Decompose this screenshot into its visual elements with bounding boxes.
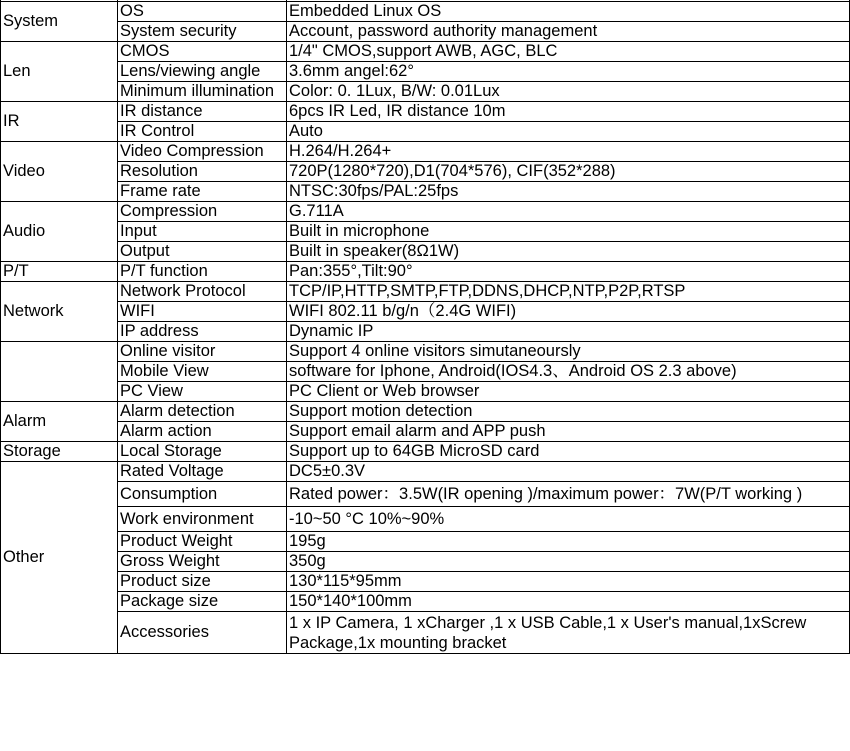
- spec-label-cell: Alarm action: [118, 422, 287, 442]
- table-row: [1, 402, 850, 422]
- spec-label-cell: WIFI: [118, 302, 287, 322]
- group-name-cell: Alarm: [1, 402, 118, 442]
- spec-label-cell: IP address: [118, 322, 287, 342]
- spec-label-cell: Minimum illumination: [118, 82, 287, 102]
- table-row: [1, 142, 850, 162]
- table-row: [1, 82, 850, 102]
- group-name-cell: Video: [1, 142, 118, 202]
- spec-value-cell: Support 4 online visitors simutaneoursly: [287, 342, 850, 362]
- table-row: [1, 22, 850, 42]
- table-row: [1, 342, 850, 362]
- table-row: [1, 302, 850, 322]
- table-row: [1, 362, 850, 382]
- spec-label-cell: System security: [118, 22, 287, 42]
- spec-label-cell: Lens/viewing angle: [118, 62, 287, 82]
- spec-value-cell: 195g: [287, 532, 850, 552]
- spec-value-cell: Embedded Linux OS: [287, 2, 850, 22]
- table-row: [1, 2, 850, 22]
- spec-label-cell: Alarm detection: [118, 402, 287, 422]
- spec-label-cell: IR Control: [118, 122, 287, 142]
- spec-label-cell: Product size: [118, 572, 287, 592]
- spec-value-cell: H.264/H.264+: [287, 142, 850, 162]
- spec-value-cell: software for Iphone, Android(IOS4.3、Android OS 2.3 above): [287, 362, 850, 382]
- spec-value-cell: WIFI 802.11 b/g/n（2.4G WIFI): [287, 302, 850, 322]
- group-name-cell: [1, 342, 118, 402]
- table-row: [1, 442, 850, 462]
- table-row: [1, 552, 850, 572]
- spec-value-cell: Auto: [287, 122, 850, 142]
- group-name-cell: IR: [1, 102, 118, 142]
- spec-value-cell: G.711A: [287, 202, 850, 222]
- spec-value-cell: PC Client or Web browser: [287, 382, 850, 402]
- table-row: [1, 62, 850, 82]
- table-row: [1, 162, 850, 182]
- table-row: [1, 222, 850, 242]
- spec-value-cell: 130*115*95mm: [287, 572, 850, 592]
- group-name-cell: Other: [1, 462, 118, 654]
- spec-label-cell: Mobile View: [118, 362, 287, 382]
- spec-table-body: [1, 0, 850, 654]
- spec-value-cell: 150*140*100mm: [287, 592, 850, 612]
- spec-value-cell: 1 x IP Camera, 1 xCharger ,1 x USB Cable,1 x User's manual,1xScrew Package,1x mounting bracket: [287, 612, 850, 654]
- spec-label-cell: IR distance: [118, 102, 287, 122]
- spec-value-cell: Pan:355°,Tilt:90°: [287, 262, 850, 282]
- spec-label-cell: Frame rate: [118, 182, 287, 202]
- spec-label-cell: Resolution: [118, 162, 287, 182]
- spec-label-cell: Network Protocol: [118, 282, 287, 302]
- spec-label-cell: OS: [118, 2, 287, 22]
- spec-label-cell: Compression: [118, 202, 287, 222]
- spec-label-cell: Online visitor: [118, 342, 287, 362]
- spec-value-cell: NTSC:30fps/PAL:25fps: [287, 182, 850, 202]
- spec-label-cell: Local Storage: [118, 442, 287, 462]
- spec-label-cell: Video Compression: [118, 142, 287, 162]
- spec-value-cell: Support motion detection: [287, 402, 850, 422]
- spec-label-cell: CMOS: [118, 42, 287, 62]
- table-row: [1, 482, 850, 507]
- table-row: [1, 612, 850, 654]
- spec-label-cell: Input: [118, 222, 287, 242]
- group-name-cell: System: [1, 2, 118, 42]
- table-row: [1, 382, 850, 402]
- spec-label-cell: Work environment: [118, 507, 287, 532]
- table-row: [1, 507, 850, 532]
- spec-label-cell: P/T function: [118, 262, 287, 282]
- spec-label-cell: Accessories: [118, 612, 287, 654]
- spec-label-cell: Consumption: [118, 482, 287, 507]
- spec-value-cell: Rated power：3.5W(IR opening )/maximum power：7W(P/T working ): [287, 482, 850, 507]
- group-name-cell: P/T: [1, 262, 118, 282]
- table-row: [1, 122, 850, 142]
- table-row: [1, 592, 850, 612]
- table-row: [1, 422, 850, 442]
- table-row: [1, 102, 850, 122]
- spec-value-cell: Support up to 64GB MicroSD card: [287, 442, 850, 462]
- spec-label-cell: PC View: [118, 382, 287, 402]
- spec-value-cell: 1/4" CMOS,support AWB, AGC, BLC: [287, 42, 850, 62]
- spec-value-cell: 3.6mm angel:62°: [287, 62, 850, 82]
- spec-label-cell: Output: [118, 242, 287, 262]
- table-row: [1, 42, 850, 62]
- spec-label-cell: Rated Voltage: [118, 462, 287, 482]
- spec-value-cell: Dynamic IP: [287, 322, 850, 342]
- spec-label-cell: Product Weight: [118, 532, 287, 552]
- spec-label-cell: Package size: [118, 592, 287, 612]
- spec-value-cell: -10~50 °C 10%~90%: [287, 507, 850, 532]
- spec-value-cell: Color: 0. 1Lux, B/W: 0.01Lux: [287, 82, 850, 102]
- table-row: [1, 462, 850, 482]
- spec-value-cell: 350g: [287, 552, 850, 572]
- group-name-cell: Audio: [1, 202, 118, 262]
- table-row: [1, 282, 850, 302]
- spec-value-cell: DC5±0.3V: [287, 462, 850, 482]
- spec-value-cell: 720P(1280*720),D1(704*576), CIF(352*288): [287, 162, 850, 182]
- table-row: [1, 182, 850, 202]
- spec-value-cell: TCP/IP,HTTP,SMTP,FTP,DDNS,DHCP,NTP,P2P,RTSP: [287, 282, 850, 302]
- table-row: [1, 322, 850, 342]
- table-row: [1, 572, 850, 592]
- group-name-cell: Storage: [1, 442, 118, 462]
- spec-value-cell: Support email alarm and APP push: [287, 422, 850, 442]
- table-row: [1, 242, 850, 262]
- group-name-cell: Network: [1, 282, 118, 342]
- spec-value-cell: Built in speaker(8Ω1W): [287, 242, 850, 262]
- spec-value-cell: Account, password authority management: [287, 22, 850, 42]
- table-row: [1, 262, 850, 282]
- group-name-cell: Len: [1, 42, 118, 102]
- spec-value-cell: 6pcs IR Led, IR distance 10m: [287, 102, 850, 122]
- table-row: [1, 202, 850, 222]
- spec-label-cell: Gross Weight: [118, 552, 287, 572]
- spec-value-cell: Built in microphone: [287, 222, 850, 242]
- table-row: [1, 532, 850, 552]
